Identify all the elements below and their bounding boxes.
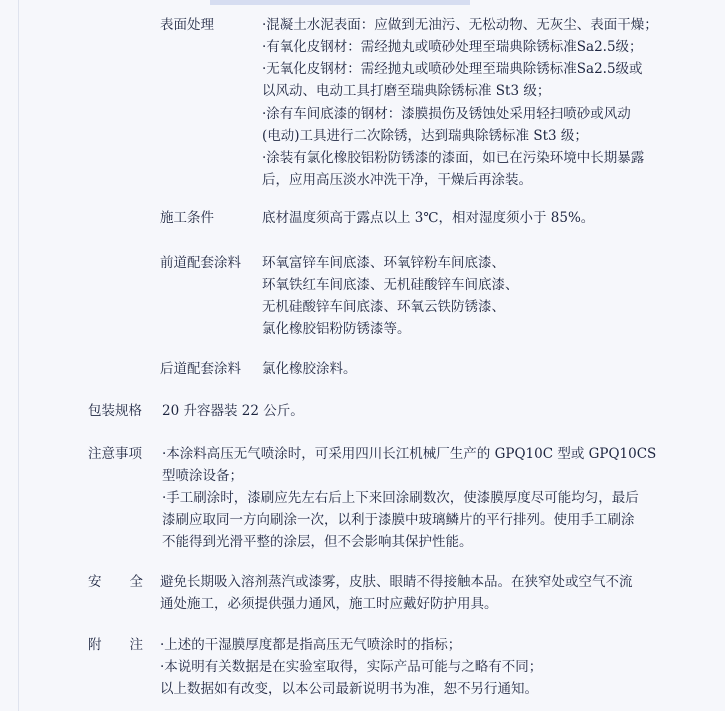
safety-label: 安全 [88, 574, 171, 590]
primer-line: 环氧铁红车间底漆、无机硅酸锌车间底漆、 [262, 277, 519, 293]
surface-prep-line: ·无氧化皮钢材：需经抛丸或喷砂处理至瑞典除锈标准Sa2.5级或 [262, 61, 643, 77]
safety-line: 避免长期吸入溶剂蒸汽或漆雾，皮肤、眼睛不得接触本品。在狭窄处或空气不流 [160, 574, 633, 590]
remarks-line: 以上数据如有改变，以本公司最新说明书为准，恕不另行通知。 [160, 681, 538, 697]
surface-prep-line: ·有氧化皮钢材：需经抛丸或喷砂处理至瑞典除锈标准Sa2.5级； [262, 39, 643, 55]
primer-line: 环氧富锌车间底漆、环氧锌粉车间底漆、 [262, 255, 505, 271]
surface-prep-line: ·涂装有氯化橡胶铝粉防锈漆的漆面，如已在污染环境中长期暴露 [262, 150, 645, 166]
surface-prep-label: 表面处理 [160, 17, 214, 33]
notes-line: 不能得到光滑平整的涂层，但不会影响其保护性能。 [162, 534, 473, 550]
primer-label: 前道配套涂料 [160, 255, 241, 271]
conditions-label: 施工条件 [160, 210, 214, 226]
surface-prep-line: (电动)工具进行二次除锈，达到瑞典除锈标准 St3 级； [262, 128, 588, 144]
remarks-line: ·本说明有关数据是在实验室取得，实际产品可能与之略有不同； [160, 659, 543, 675]
surface-prep-line: ·混凝土水泥表面：应做到无油污、无松动物、无灰尘、表面干燥； [262, 17, 658, 33]
packaging-text: 20 升容器装 22 公斤。 [162, 403, 304, 419]
remarks-line: ·上述的干湿膜厚度都是指高压无气喷涂时的指标； [160, 637, 462, 653]
remarks-label: 附注 [88, 637, 171, 653]
conditions-text: 底材温度须高于露点以上 3℃，相对湿度须小于 85%。 [262, 210, 595, 226]
primer-line: 氯化橡胶铝粉防锈漆等。 [262, 321, 411, 337]
binding-line [18, 0, 19, 711]
notes-line: ·手工刷涂时，漆刷应先左右后上下来回涂刷数次，使漆膜厚度尽可能均匀，最后 [162, 490, 639, 506]
surface-prep-line: 以风动、电动工具打磨至瑞典除锈标准 St3 级； [262, 83, 551, 99]
top-header-band [210, 0, 470, 5]
notes-label: 注意事项 [88, 446, 142, 462]
safety-line: 通处施工，必须提供强力通风，施工时应戴好防护用具。 [160, 596, 498, 612]
notes-line: ·本涂料高压无气喷涂时，可采用四川长江机械厂生产的 GPQ10C 型或 GPQ10CS [162, 446, 657, 462]
topcoat-text: 氯化橡胶涂料。 [262, 361, 357, 377]
surface-prep-line: ·涂有车间底漆的钢材：漆膜损伤及锈蚀处采用轻扫喷砂或风动 [262, 106, 631, 122]
packaging-label: 包装规格 [88, 403, 142, 419]
primer-line: 无机硅酸锌车间底漆、环氧云铁防锈漆、 [262, 299, 505, 315]
notes-line: 漆刷应取同一方向刷涂一次，以利于漆膜中玻璃鳞片的平行排列。使用手工刷涂 [162, 512, 635, 528]
notes-line: 型喷涂设备； [162, 468, 243, 484]
surface-prep-line: 后，应用高压淡水冲洗干净，干燥后再涂装。 [262, 172, 532, 188]
topcoat-label: 后道配套涂料 [160, 361, 241, 377]
